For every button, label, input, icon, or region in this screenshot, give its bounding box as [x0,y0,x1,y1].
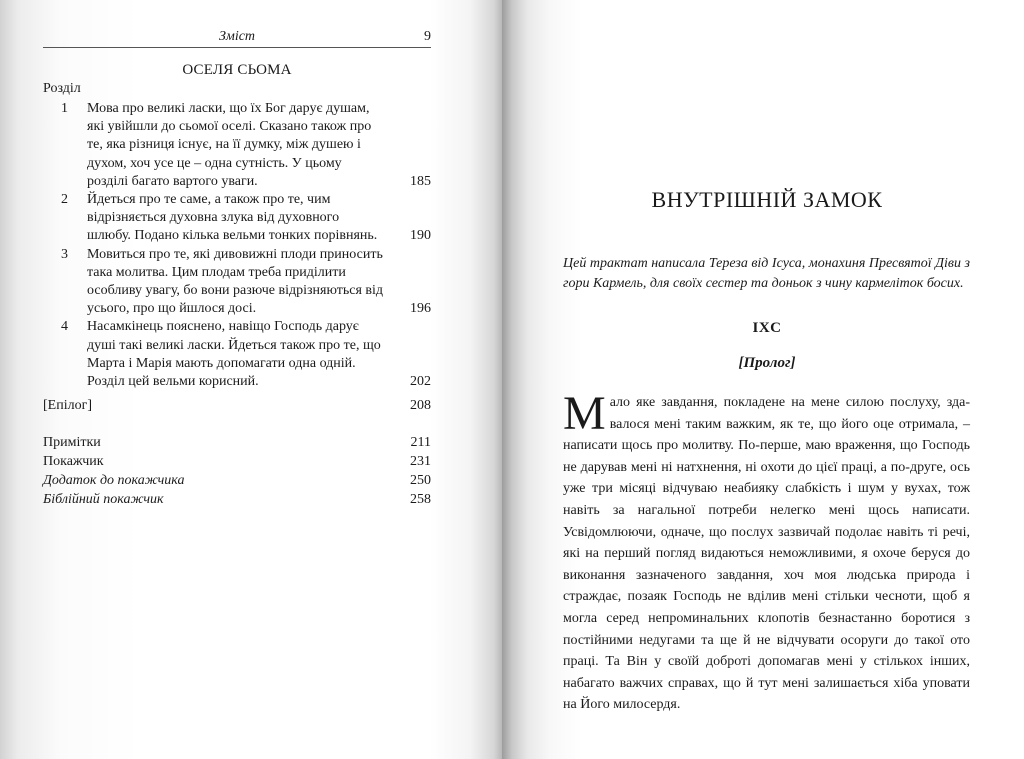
toc-entry-text: Мова про великі ласки, що їх Бог дарує душам, які увійшли до сьомої оселі. Сказано також про те, яка різниця існує, на її думку, між душею і духом, хоч усе це – одна сутність. У цьому розділі багато вартого уваги. [87,101,372,189]
toc-epilogue[interactable] [43,396,431,415]
toc-index-supplement-label: Додаток до покажчика [43,473,185,488]
chapter-label: Розділ [43,81,81,96]
toc-entry[interactable] [43,246,431,319]
toc-entry[interactable] [43,191,431,246]
toc-entry-number: 3 [61,246,68,262]
toc-index-supplement-page: 250 [410,473,431,488]
toc-notes-page: 211 [410,435,431,450]
toc-epilogue-label: [Епілог] [43,398,92,413]
toc-chapter-list [43,100,431,391]
toc-entry-number: 2 [61,192,68,208]
toc-entry-text: Насамкінець пояснено, навіщо Господь дарує душі такі великі ласки. Йдеться також про те, що Марта і Марія мають допомагати одна одній. Розділ цей вельми корисний. [87,319,381,390]
toc-notes[interactable] [43,433,431,452]
toc-index[interactable] [43,452,431,471]
section-heading: ОСЕЛЯ СЬОМА [182,62,292,78]
running-header [43,29,431,48]
toc-entry-number: 1 [61,101,68,116]
toc-entry-text: Йдеться про те саме, а також про те, чим відрізняється духовна злука від духовного шлюбу. Подано кілька вельми тонких порівнянь. [87,192,378,244]
left-page [0,0,502,759]
prologue-paragraph: ало яке завдання, покладене на мене силою послуху, здавалося мені таким важким, як те, що його оце отримала, – написати щось про молитву. По-перше, маю враження, що Господь не дарував мені ні натхнення, ні охоти до цієї праці, а по-друге, ось уже три місяці відчуваю неабияку слабкість і шум у вухах, тож навіть за нагальної потреби нелегко мені щось написати. Усвідомлюючи, одначе, що послух зазвичай подолає навіть ті речі, які на перший погляд видаються неможливими, я охоче беруся до виконання зазначеного завдання, хоч моя людська природа і страждає, позаяк Господь не вділив мені стільки чесноти, щоб я могла серед непроминальних клопотів безнастанно боротися з постійними недугами та ще й не відчувати осоруги до такої ото праці. Та Він у своїй доброті допомагав мені у стількох інших, набагато важчих справах, що й тут мені залишається хіба уповати на Його милосердя. [563,395,970,713]
toc-index-label: Покажчик [43,454,104,469]
prologue-body [563,387,970,716]
toc-epilogue-page: 208 [410,398,431,413]
toc-entry-page: 190 [410,228,431,244]
toc-biblical-index[interactable] [43,490,431,509]
header-title: Зміст [218,29,256,44]
toc-index-page: 231 [410,454,431,469]
toc-entry-page: 196 [410,301,431,317]
toc-entry-page: 185 [410,173,431,189]
dedication-text: Цей трактат написала Тереза від Ісуса, монахиня Пресвятої Діви з гори Кармель, для своїх сестер та доньок з чину кармеліток босих. [563,256,970,291]
toc-entry-text: Мовиться про те, які дивовижні плоди приносить така молитва. Цим плодам треба приділити особливу увагу, бо вони разюче відрізняються від усього, про що йшлося досі. [87,246,384,317]
toc-biblical-index-page: 258 [410,492,431,507]
book-title: ВНУТРІШНІЙ ЗАМОК [651,187,883,212]
header-page-number: 9 [424,29,431,44]
toc-entry[interactable] [43,318,431,391]
toc-entry-page: 202 [410,374,431,390]
toc-biblical-index-label: Біблійний покажчик [43,492,164,507]
toc-notes-label: Примітки [43,435,101,450]
toc-entry-number: 4 [61,319,68,335]
drop-cap: М [563,387,606,440]
toc-index-supplement[interactable] [43,471,431,490]
ihs-monogram: IXC [752,320,782,336]
toc-entry[interactable] [43,100,431,191]
prologue-heading: [Пролог] [738,355,796,371]
